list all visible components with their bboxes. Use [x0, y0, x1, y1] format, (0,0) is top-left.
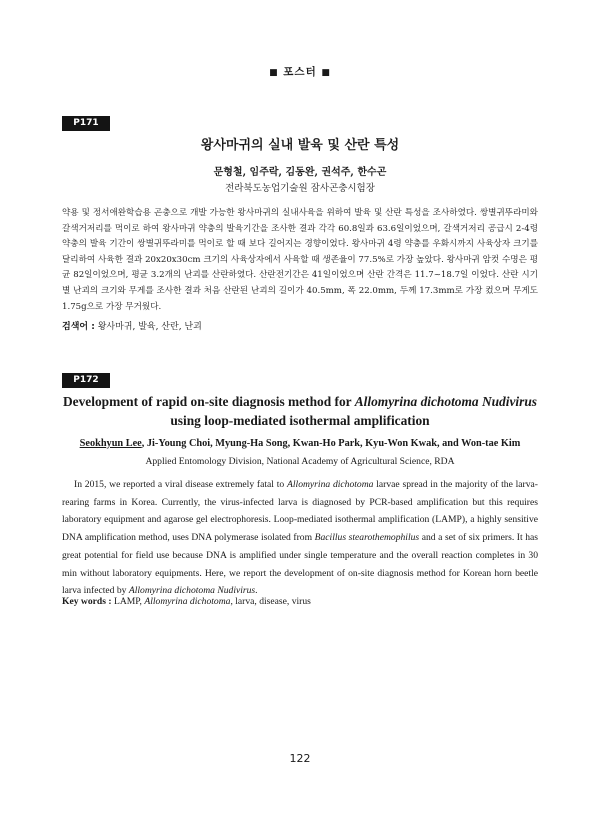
section-header [0, 64, 600, 79]
abstract1-affiliation: 전라북도농업기술원 잠사곤충시험장 [225, 183, 375, 194]
keywords-label: Key words : [62, 596, 112, 607]
keywords-value: 왕사마귀, 발육, 산란, 난괴 [97, 322, 202, 332]
abstract2-title [62, 392, 538, 430]
abstract1-authors: 문형철, 임주락, 김동완, 권석주, 한수곤 [213, 167, 387, 178]
abstract1-body: 약용 및 정서애완학습용 곤충으로 개발 가능한 왕사마귀의 실내사육을 위하여 발육 및 산란 특성을 조사하였다. 쌍별귀뚜라미와 갈색거저리를 먹이로 하여 왕사마귀 약충의 발육기간을 조사한 결과 각각 60.8일과 63.6일이었으며, 갈색거저리 공급시 2-4령 약충의 발육 기간이 쌍별귀뚜라미를 먹이로 할 때 보다 길어지는 경향이었다. 왕사마귀 4령 약충를 우화시까지 사육상자 크기를 달리하여 사육한 결과 20x20x30cm 크기의 사육상자에서 사육할 때 생존율이 77.5%로 가장 높았다. 왕사마귀 암컷 수명은 평균 82일이었으며, 평균 3.2개의 난괴를 산란하였다. 산란전기간은 41일이었으며 산란 간격은 11.7~18.7일 이었다. 산란 시기별 난괴의 크기와 무게를 조사한 결과 처음 산란된 난괴의 길이가 40.5mm, 폭 22.0mm, 두께 17.3mm로 가장 컸으며 무게도 1.75g으로 가장 무거웠다. [62, 208, 538, 312]
section-header-label: 포스터 [283, 66, 317, 78]
keywords-value: LAMP, [111, 596, 145, 607]
title-species: Allomyrina dichotoma Nudivirus [354, 394, 538, 409]
abstract-tag-p172: P172 [62, 373, 110, 388]
abstract1-keywords [62, 319, 538, 332]
abstract-tag-p171: P171 [62, 116, 110, 131]
page-number: 122 [289, 752, 311, 765]
body-text: . [255, 585, 258, 597]
co-authors: , Ji-Young Choi, Myung-Ha Song, Kwan-Ho Park, Kyu-Won Kwak, and Won-tae Kim [141, 438, 521, 449]
square-bullet-icon: ■ [321, 68, 331, 78]
title-text: Development of rapid on-site diagnosis method for [62, 394, 355, 409]
body-species: Allomyrina dichotoma Nudivirus [128, 585, 256, 597]
body-species: Allomyrina dichotoma [287, 479, 374, 490]
body-species: Bacillus stearothemophilus [314, 532, 420, 544]
abstract2-affiliation: Applied Entomology Division, National Academy of Agricultural Science, RDA [145, 456, 455, 467]
presenting-author: Seokhyun Lee [79, 438, 142, 449]
keywords-species: Allomyrina dichotoma [144, 596, 231, 607]
abstract2-body [62, 476, 538, 600]
keywords-label: 검색어 : [62, 322, 95, 332]
body-text: In 2015, we reported a viral disease extremely fatal to [74, 479, 287, 490]
title-text: using loop-mediated isothermal amplification [170, 413, 430, 428]
abstract1-title: 왕사마귀의 실내 발육 및 산란 특성 [200, 138, 400, 153]
abstract2-authors [62, 438, 538, 449]
body-text: larvae spread in the majority of the larva-rearing farms in Korea. Currently, the virus-infected larva is diagnosed by PCR-based amplification but this requires laboratory equipment and agarose gel electrophoresis. Loop-mediated isothermal amplification (LAMP), a highly sensitive DNA amplification method, uses DNA polymerase isolated from [62, 479, 538, 544]
square-bullet-icon: ■ [269, 68, 279, 78]
keywords-value: , larva, disease, virus [230, 596, 311, 607]
body-text: and a set of six primers. It has great potential for field use because DNA is amplified under single temperature and the overall reaction completes in 30 min without laboratory equipments. Here, we report the development of on-site diagnosis method for Korean horn beetle larva infected by [62, 532, 538, 597]
abstract2-keywords [62, 596, 538, 607]
